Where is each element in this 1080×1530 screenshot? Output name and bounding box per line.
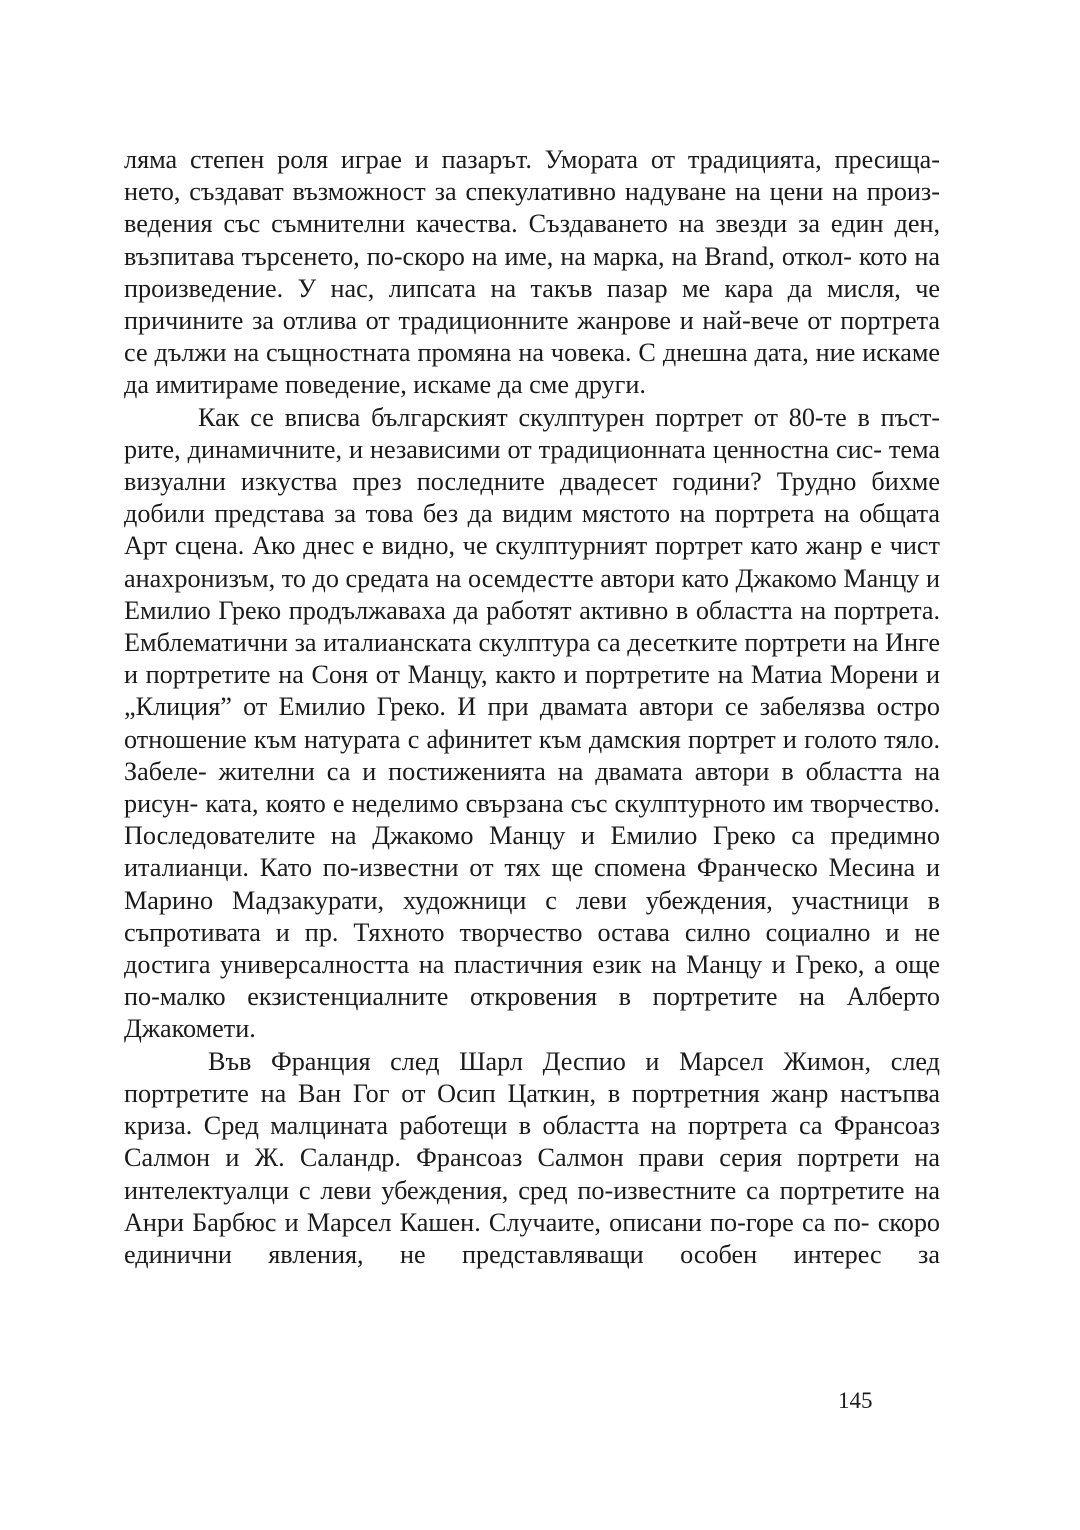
text-line: дата, ние искаме да имитираме поведение, искаме да сме други.	[124, 338, 941, 400]
text-line: и Марино Мадзакурати, художници с леви убеждения, участници в	[124, 853, 940, 915]
text-line: на общата Арт сцена. Ако днес е видно, че скулптурният портрет	[124, 499, 941, 561]
text-line: Джакомети.	[124, 1014, 256, 1044]
paragraph-3	[124, 1046, 940, 1271]
paragraph-2	[124, 402, 940, 1046]
text-line: Как се вписва българският скулптурен портрет от 80-те в пъст-	[198, 402, 940, 432]
text-line: кото на произведение. У нас, липсата на такъв пазар ме кара да	[124, 241, 940, 303]
page-number: 145	[838, 1388, 873, 1413]
text-line: натурата с афинитет към дамския портрет и голото тяло. Забеле-	[124, 724, 941, 786]
text-line: криза. Сред малцината работещи в областта на портрета са Франсоаз	[124, 1111, 940, 1141]
text-line: достига универсалността на пластичния език на Манцу и Греко, а	[124, 950, 886, 980]
text-line: Последователите на Джакомо Манцу и Емилио Греко са предимно	[124, 821, 940, 851]
text-line: Греко. И при двамата автори се забелязва остро отношение към	[124, 692, 940, 754]
text-line: ведения със съмнителни качества. Създаването на звезди за един	[124, 209, 884, 239]
text-line: съпротивата и пр. Тяхното творчество остава силно социално и не	[124, 917, 940, 947]
text-line: от портрета се дължи на същностната промяна на човека. С днешна	[124, 306, 941, 368]
text-line: на Анри Барбюс и Марсел Кашен. Случаите, описани по-горе са по-	[124, 1175, 940, 1237]
text-line: тема визуални изкуства през последните двадесет години? Трудно	[124, 434, 940, 497]
text-line: интелектуалци с леви убеждения, сред по-известните са портретите	[124, 1175, 905, 1205]
text-line: рите, динамичните, и независими от традиционната ценностна сис-	[124, 434, 882, 464]
text-line: скоро единични явления, не представляващи особен интерес за	[124, 1207, 941, 1269]
text-line: ката, която е неделимо свързана със скулптурното им творчество.	[205, 789, 941, 819]
body-text	[124, 144, 940, 1271]
text-line: бихме добили представа за това без да видим мястото на портрета	[124, 467, 941, 529]
text-line: италианци. Като по-известни от тях ще спомена Франческо Месина	[124, 853, 916, 883]
text-line: портретите на Ван Гог от Осип Цаткин, в портретния жанр настъпва	[124, 1078, 940, 1108]
text-line: жителни са и постиженията на двамата автори в областта на рисун-	[124, 756, 940, 819]
text-line: активно в областта на портрета. Емблематични за италианската	[124, 595, 941, 658]
text-line: още по-малко екзистенциалните откровения в портретите на Алберто	[124, 950, 941, 1012]
paragraph-1	[124, 144, 940, 402]
text-line: като Джакомо Манцу и Емилио Греко продължаваха да работят	[124, 563, 940, 625]
text-line: мисля, че причините за отлива от традиционните жанрове и най-вече	[124, 273, 940, 336]
text-line: като жанр е чист анахронизъм, то до средата на осемдестте автори	[124, 531, 941, 593]
text-line: ляма степен роля играе и пазарът. Умората от традицията, пресища-	[124, 145, 940, 174]
text-line: Салмон и Ж. Саландр. Франсоаз Салмон прави серия портрети на	[124, 1143, 940, 1173]
text-line: Манцу, както и портретите на Матиа Морени и „Клиция” от Емилио	[124, 660, 940, 722]
text-line: нето, създават възможност за спекулативно надуване на цени на произ-	[124, 177, 940, 207]
text-line: Във Франция след Шарл Деспио и Марсел Жимон, след	[208, 1046, 940, 1076]
text-line: ден, възпитава търсенето, по-скоро на име, на марка, на Brand, откол-	[124, 209, 941, 271]
text-line: скулптура са десетките портрети на Инге и портретите на Соня от	[124, 628, 940, 690]
